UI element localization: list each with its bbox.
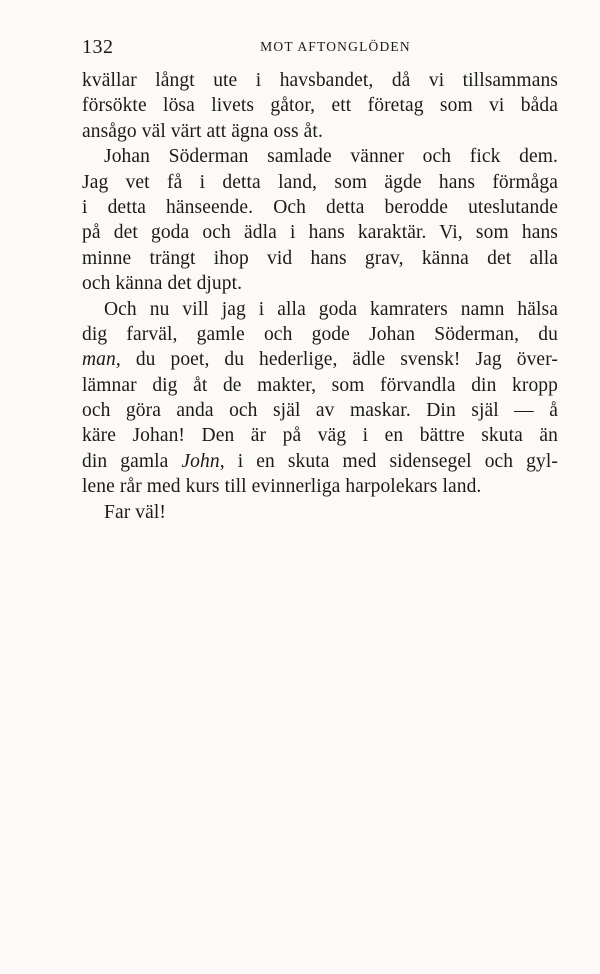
- text-line-mixed: [82, 347, 558, 372]
- text-line: kvällar långt ute i havsbandet, då vi tillsammans: [82, 70, 558, 91]
- text-line: försökte lösa livets gåtor, ett företag som vi båda: [82, 95, 558, 117]
- text-line: i detta hänseende. Och detta berodde uteslutande: [82, 196, 558, 218]
- text-line: Och nu vill jag i alla goda kamraters namn hälsa: [104, 298, 558, 320]
- text-line: minne trängt ihop vid hans grav, känna det alla: [82, 247, 558, 269]
- text-line: på det goda och ädla i hans karaktär. Vi, som hans: [82, 222, 558, 244]
- text-run: din gamla: [82, 450, 182, 472]
- text-run: du poet, du hederlige, ädle svensk! Jag över-: [120, 349, 558, 371]
- text-line: käre Johan! Den är på väg i en bättre skuta än: [82, 425, 558, 447]
- text-line: lämnar dig åt de makter, som förvandla din kropp: [82, 374, 558, 396]
- text-line: och göra anda och själ av maskar. Din själ — å: [82, 400, 558, 422]
- paragraph-3: [82, 297, 558, 500]
- italic-word: man,: [82, 349, 121, 371]
- paragraph-4: [82, 500, 558, 525]
- text-line: och känna det djupt.: [82, 273, 243, 295]
- text-line: lene rår med kurs till evinnerliga harpolekars land.: [82, 476, 482, 498]
- italic-word: John,: [181, 450, 225, 472]
- text-run: i en skuta med sidensegel och gyl-: [224, 450, 558, 472]
- running-head: [82, 36, 559, 60]
- text-line-mixed: [82, 449, 558, 474]
- text-line: Johan Söderman samlade vänner och fick dem.: [104, 146, 558, 168]
- paragraph-2: [82, 144, 558, 296]
- body-text: [82, 68, 558, 525]
- text-line: Far väl!: [104, 501, 166, 523]
- paragraph-1: [82, 68, 558, 144]
- text-line: Jag vet få i detta land, som ägde hans förmåga: [82, 171, 558, 193]
- text-line: dig farväl, gamle och gode Johan Söderman, du: [82, 323, 558, 345]
- running-title: MOT AFTONGLÖDEN: [260, 39, 411, 54]
- text-line: ansågo väl värt att ägna oss åt.: [82, 120, 323, 142]
- page-number: 132: [82, 36, 114, 58]
